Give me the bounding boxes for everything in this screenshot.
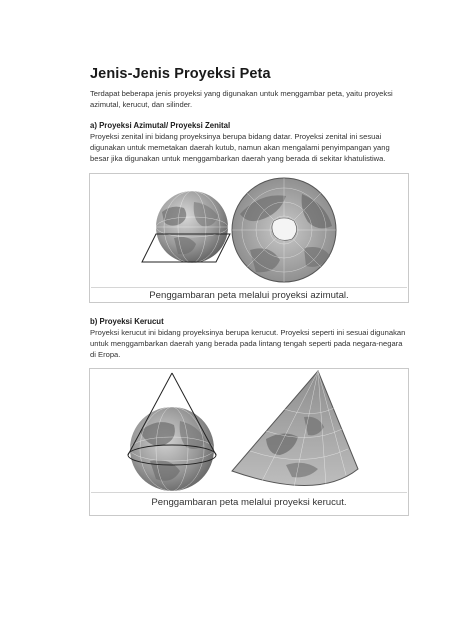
section-b-line-2: untuk menggambarkan daerah yang berada pada lintang tengah seperti pada negara-negara [90, 339, 403, 348]
caption-divider [91, 287, 407, 288]
globe-icon [130, 407, 214, 491]
conic-projection-illustration [90, 369, 408, 493]
section-a-line-1: Proyeksi zenital ini bidang proyeksinya berupa bidang datar. Proyeksi zenital ini sesuai [90, 132, 382, 141]
figure-caption-azimuthal: Penggambaran peta melalui proyeksi azimutal. [149, 290, 349, 301]
section-b-line-3: di Eropa. [90, 350, 121, 359]
page-title: Jenis-Jenis Proyeksi Peta [90, 66, 271, 82]
conic-map-fan [232, 371, 358, 487]
figure-caption-conic: Penggambaran peta melalui proyeksi kerucut. [151, 497, 347, 508]
section-a-line-3: besar jika digunakan untuk menggambarkan daerah yang berada di sekitar khatulistiwa. [90, 154, 386, 163]
conic-figure [89, 368, 409, 516]
polar-map-disk [232, 178, 336, 282]
azimuthal-projection-illustration [90, 174, 408, 288]
section-b-line-1: Proyeksi kerucut ini bidang proyeksinya berupa kerucut. Proyeksi seperti ini sesuai digunakan [90, 328, 406, 337]
intro-line-2: azimutal, kerucut, dan silinder. [90, 100, 193, 109]
section-a-heading: a) Proyeksi Azimutal/ Proyeksi Zenital [90, 121, 231, 130]
caption-divider [91, 492, 407, 493]
section-a-line-2: digunakan untuk memetakan daerah kutub, namun akan mengalami penyimpangan yang [90, 143, 390, 152]
globe-icon [156, 191, 228, 263]
intro-line-1: Terdapat beberapa jenis proyeksi yang digunakan untuk menggambar peta, yaitu proyeksi [90, 89, 393, 98]
section-b-heading: b) Proyeksi Kerucut [90, 317, 164, 326]
azimuthal-figure [89, 173, 409, 303]
